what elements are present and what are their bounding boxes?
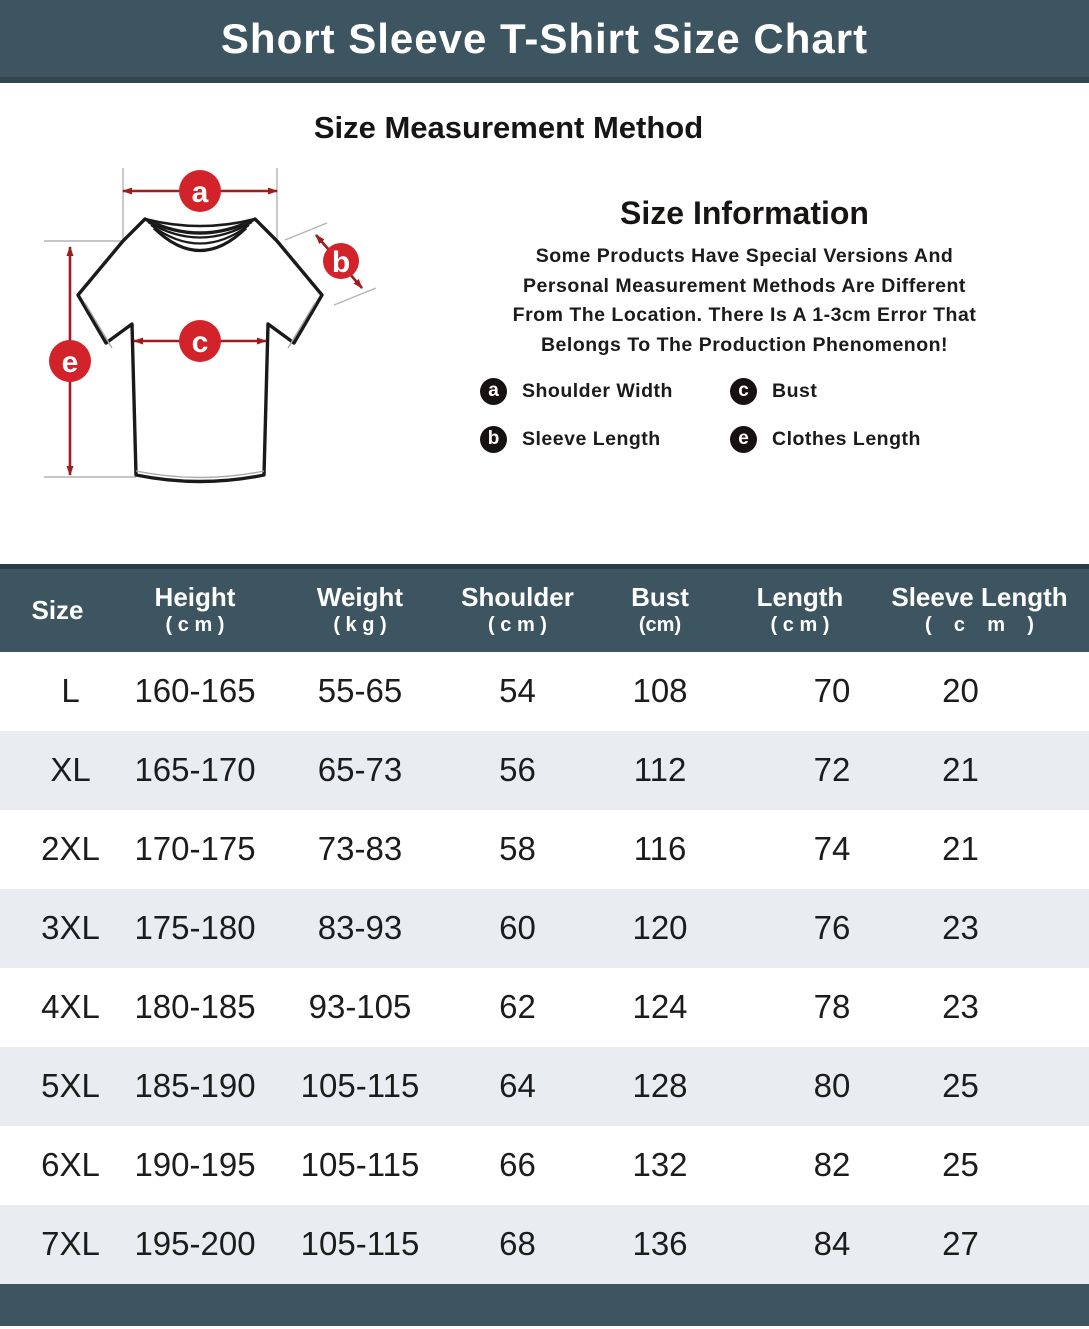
table-row	[0, 1205, 1089, 1284]
value-cell: 56	[499, 751, 536, 788]
value-cell: 23	[942, 988, 979, 1025]
value-cell: 64	[499, 1067, 536, 1104]
table-row	[0, 968, 1089, 1047]
column-header-unit: ( c m )	[488, 614, 547, 637]
column-header-unit: ( c m )	[925, 614, 1034, 637]
value-cell: 21	[942, 751, 979, 788]
value-cell: 160-165	[134, 672, 256, 709]
value-cell: 84	[813, 1225, 851, 1262]
title-bar	[0, 0, 1089, 83]
label-a: a	[191, 176, 209, 209]
footer-bar	[0, 1284, 1089, 1326]
value-cell: 72	[813, 751, 851, 788]
info-line: Personal Measurement Methods Are Different	[523, 274, 966, 297]
value-cell: 74	[813, 830, 851, 867]
value-cell: 105-115	[300, 1225, 420, 1262]
legend-item	[480, 426, 730, 453]
legend-grid	[480, 378, 1019, 453]
table-row	[0, 1126, 1089, 1205]
size-cell: 3XL	[41, 909, 100, 946]
info-line: Belongs To The Production Phenomenon!	[540, 333, 949, 356]
size-table	[0, 564, 1089, 1284]
value-cell: 175-180	[134, 909, 256, 946]
value-cell: 195-200	[134, 1225, 256, 1262]
size-cell: L	[61, 672, 80, 709]
value-cell: 190-195	[134, 1146, 256, 1183]
column-header	[590, 567, 730, 652]
column-header-name: Shoulder	[461, 582, 574, 613]
value-cell: 73-83	[317, 830, 403, 867]
legend-item	[480, 378, 730, 405]
size-information-text	[470, 242, 1019, 360]
page-title: Short Sleeve T-Shirt Size Chart	[220, 14, 869, 62]
table-row	[0, 731, 1089, 810]
value-cell: 66	[499, 1146, 536, 1183]
value-cell: 25	[942, 1146, 979, 1183]
value-cell: 165-170	[134, 751, 256, 788]
column-header	[870, 567, 1089, 652]
table-header-row	[0, 567, 1089, 652]
value-cell: 76	[813, 909, 851, 946]
value-cell: 62	[499, 988, 536, 1025]
value-cell: 128	[632, 1067, 688, 1104]
column-header-name: Height	[154, 582, 236, 613]
label-e: e	[61, 346, 79, 379]
value-cell: 132	[632, 1146, 688, 1183]
column-header	[115, 567, 275, 652]
table-row	[0, 810, 1089, 889]
column-header-name: Bust	[631, 582, 689, 613]
column-header-name: Size	[31, 595, 84, 626]
tshirt-diagram	[0, 147, 470, 519]
size-cell: 2XL	[41, 830, 100, 867]
legend-item	[730, 378, 1019, 405]
value-cell: 25	[942, 1067, 979, 1104]
table-row	[0, 1047, 1089, 1126]
size-information-section	[470, 147, 1089, 519]
column-header-name: Weight	[316, 582, 404, 613]
legend-item-label: Bust	[772, 380, 818, 402]
legend-item	[730, 426, 1019, 453]
value-cell: 55-65	[317, 672, 403, 709]
value-cell: 54	[499, 672, 536, 709]
label-c: c	[191, 326, 209, 359]
value-cell: 112	[633, 751, 687, 788]
column-header-unit: ( c m )	[165, 614, 225, 637]
value-cell: 82	[813, 1146, 851, 1183]
upper-section	[0, 147, 1089, 519]
value-cell: 93-105	[308, 988, 412, 1025]
value-cell: 136	[632, 1225, 688, 1262]
size-cell: 5XL	[41, 1067, 100, 1104]
legend-item-label: Sleeve Length	[522, 428, 661, 450]
column-header-name: Length	[756, 582, 844, 613]
value-cell: 21	[942, 830, 979, 867]
column-header-unit: ( k g )	[333, 614, 387, 637]
table-row	[0, 652, 1089, 731]
info-line: From The Location. There Is A 1-3cm Error That	[512, 304, 977, 326]
value-cell: 116	[633, 830, 687, 867]
table-row	[0, 889, 1089, 968]
value-cell: 20	[942, 672, 979, 709]
legend-key-badge: c	[730, 378, 757, 405]
value-cell: 170-175	[134, 830, 256, 867]
value-cell: 70	[813, 672, 851, 709]
value-cell: 23	[942, 909, 979, 946]
info-line: Some Products Have Special Versions And	[535, 245, 954, 267]
size-cell: XL	[50, 751, 91, 788]
column-header	[275, 567, 445, 652]
size-cell: 6XL	[41, 1146, 100, 1183]
column-header	[730, 567, 870, 652]
value-cell: 120	[632, 909, 688, 946]
value-cell: 65-73	[317, 751, 403, 788]
value-cell: 68	[499, 1225, 536, 1262]
value-cell: 80	[813, 1067, 851, 1104]
column-header-unit: (cm)	[638, 614, 682, 637]
column-header	[0, 567, 115, 652]
value-cell: 108	[632, 672, 688, 709]
legend-item-label: Shoulder Width	[522, 380, 673, 402]
value-cell: 124	[632, 988, 688, 1025]
column-header	[445, 567, 590, 652]
value-cell: 58	[499, 830, 536, 867]
size-cell: 7XL	[41, 1225, 100, 1262]
legend-item-label: Clothes Length	[772, 428, 921, 450]
label-b: b	[331, 246, 351, 279]
column-header-name: Sleeve Length	[891, 582, 1068, 613]
tshirt-measurement-illustration	[28, 155, 428, 515]
value-cell: 27	[942, 1225, 979, 1262]
value-cell: 185-190	[134, 1067, 256, 1104]
value-cell: 105-115	[300, 1067, 420, 1104]
size-table-body	[0, 652, 1089, 1284]
legend-key-badge: e	[730, 426, 757, 453]
legend-key-badge: b	[480, 426, 507, 453]
size-cell: 4XL	[41, 988, 100, 1025]
value-cell: 105-115	[300, 1146, 420, 1183]
column-header-unit: ( c m )	[770, 614, 830, 637]
value-cell: 83-93	[317, 909, 403, 946]
value-cell: 78	[813, 988, 851, 1025]
size-information-title: Size Information	[620, 195, 869, 231]
value-cell: 60	[499, 909, 536, 946]
measurement-method-title: Size Measurement Method	[313, 110, 704, 145]
legend-key-badge: a	[480, 378, 507, 405]
value-cell: 180-185	[134, 988, 256, 1025]
